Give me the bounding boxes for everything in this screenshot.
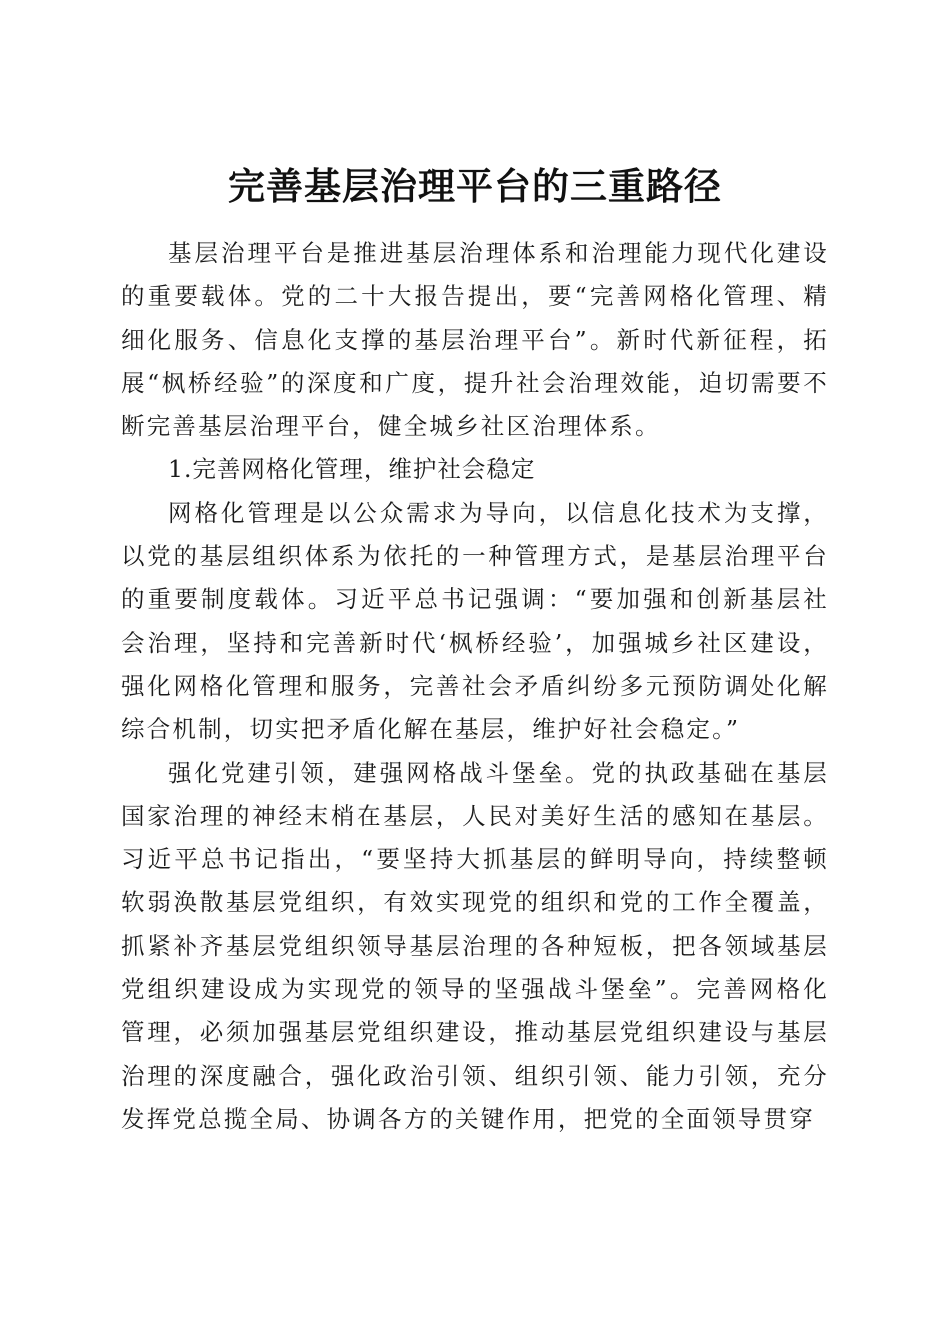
section-heading-1: 1.完善网格化管理，维护社会稳定 [168,455,536,484]
document-title: 完善基层治理平台的三重路径 [228,163,722,208]
document-body [121,232,829,1141]
paragraph-party-building: 强化党建引领，建强网格战斗堡垒。党的执政基础在基层国家治理的神经末梢在基层，人民对美好生活的感知在基层。习近平总书记指出，“要坚持大抓基层的鲜明导向，持续整顿软弱涣散基层党组织，有效实现党的组织和党的工作全覆盖，抓紧补齐基层党组织领导基层治理的各种短板，把各领域基层党组织建设成为实现党的领导的坚强战斗堡垒”。完善网格化管理，必须加强基层党组织建设，推动基层党组织建设与基层治理的深度融合，强化政治引领、组织引领、能力引领，充分发挥党总揽全局、协调各方的关键作用，把党的全面领导贯穿 [121,758,829,1133]
paragraph-grid-management: 网格化管理是以公众需求为导向，以信息化技术为支撑，以党的基层组织体系为依托的一种管理方式，是基层治理平台的重要制度载体。习近平总书记强调：“要加强和创新基层社会治理，坚持和完善新时代‘枫桥经验’，加强城乡社区建设，强化网格化管理和服务，完善社会矛盾纠纷多元预防调处化解综合机制，切实把矛盾化解在基层，维护好社会稳定。” [121,498,829,744]
paragraph-intro: 基层治理平台是推进基层治理体系和治理能力现代化建设的重要载体。党的二十大报告提出，要“完善网格化管理、精细化服务、信息化支撑的基层治理平台”。新时代新征程，拓展“枫桥经验”的深度和广度，提升社会治理效能，迫切需要不断完善基层治理平台，健全城乡社区治理体系。 [121,239,829,441]
